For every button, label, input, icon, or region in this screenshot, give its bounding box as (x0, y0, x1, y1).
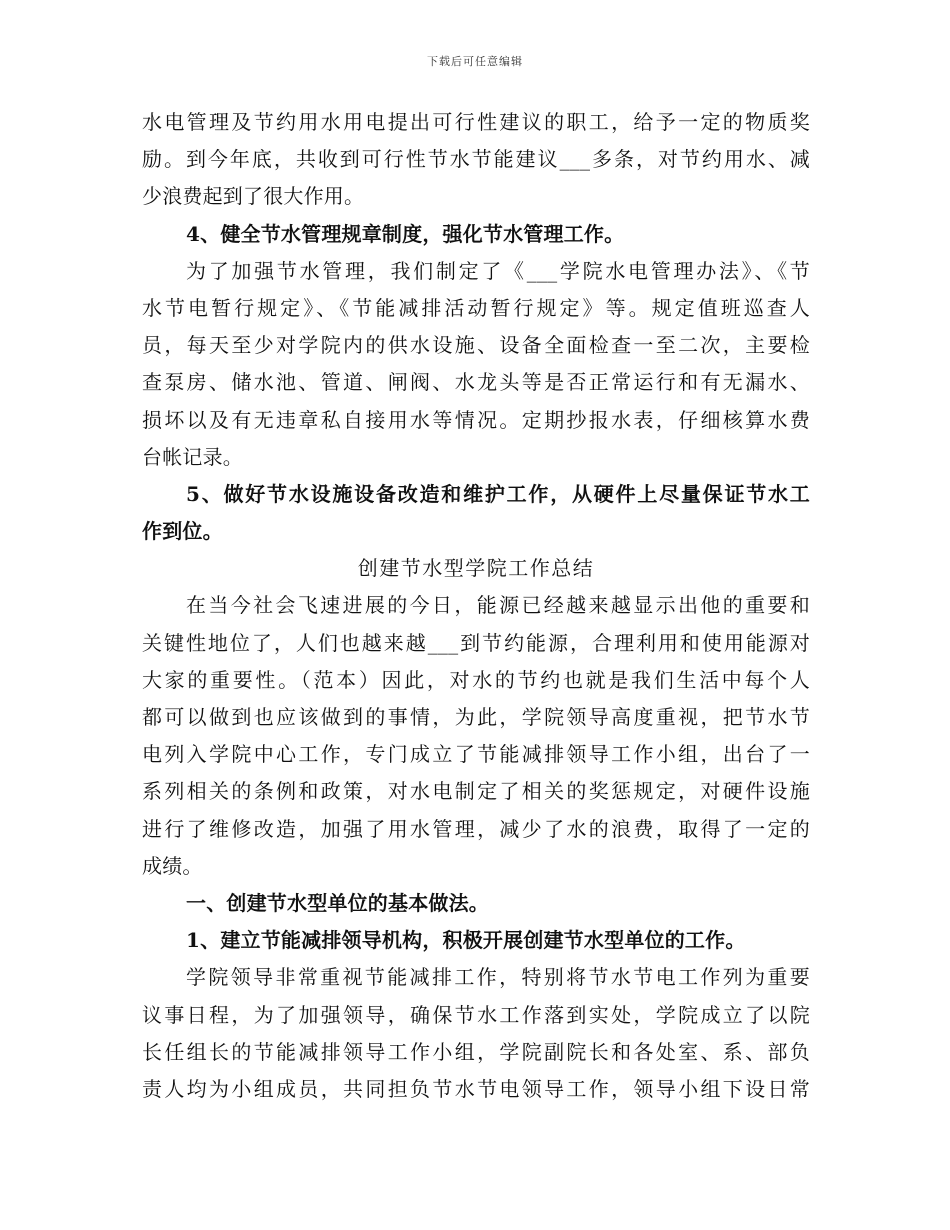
section-heading: 5、做好节水设施设备改造和维护工作，从硬件上尽量保证节水工 (186, 481, 810, 506)
text-line: 电列入学院中心工作，专门成立了节能减排领导工作小组，出台了一 (142, 742, 810, 767)
text-line: 责人均为小组成员，共同担负节水节电领导工作，领导小组下设日常 (142, 1076, 810, 1101)
section-heading: 1、建立节能减排领导机构，积极开展创建节水型单位的工作。 (186, 928, 746, 953)
text-line: 台帐记录。 (142, 444, 243, 469)
text-line: 在当今社会飞速进展的今日，能源已经越来越显示出他的重要和 (186, 593, 810, 618)
text-line: 员，每天至少对学院内的供水设施、设备全面检查一至二次，主要检 (142, 333, 810, 358)
document-title: 创建节水型学院工作总结 (357, 556, 595, 581)
text-line: 查泵房、储水池、管道、闸阀、水龙头等是否正常运行和有无漏水、 (142, 370, 810, 395)
text-line: 进行了维修改造，加强了用水管理，减少了水的浪费，取得了一定的 (142, 816, 810, 841)
text-line: 为了加强节水管理，我们制定了《___学院水电管理办法》、《节 (186, 258, 810, 283)
text-line: 水电管理及节约用水用电提出可行性建议的职工，给予一定的物质奖 (142, 110, 810, 134)
text-line: 系列相关的条例和政策，对水电制定了相关的奖惩规定，对硬件设施 (142, 779, 810, 804)
text-line: 长任组长的节能减排领导工作小组，学院副院长和各处室、系、部负 (142, 1039, 810, 1064)
text-line: 励。到今年底，共收到可行性节水节能建议___多条，对节约用水、减 (142, 147, 810, 172)
text-line: 损坏以及有无违章私自接用水等情况。定期抄报水表，仔细核算水费 (142, 407, 810, 432)
text-line: 少浪费起到了很大作用。 (142, 184, 365, 209)
text-line: 学院领导非常重视节能减排工作，特别将节水节电工作列为重要 (186, 965, 810, 990)
text-line: 关键性地位了，人们也越来越___到节约能源，合理利用和使用能源对 (142, 630, 810, 655)
text-line: 都可以做到也应该做到的事情，为此，学院领导高度重视，把节水节 (142, 705, 810, 729)
section-heading: 作到位。 (142, 519, 223, 544)
text-line: 议事日程，为了加强领导，确保节水工作落到实处，学院成立了以院 (142, 1002, 810, 1027)
page-header-note: 下载后可任意编辑 (427, 55, 523, 68)
text-line: 水节电暂行规定》、《节能减排活动暂行规定》等。规定值班巡查人 (142, 295, 810, 320)
document-body (142, 104, 810, 1108)
section-heading: 4、健全节水管理规章制度，强化节水管理工作。 (186, 221, 625, 246)
text-line: 大家的重要性。（范本）因此，对水的节约也就是我们生活中每个人 (142, 667, 810, 692)
text-line: 成绩。 (142, 853, 203, 878)
section-heading: 一、创建节水型单位的基本做法。 (186, 890, 489, 915)
